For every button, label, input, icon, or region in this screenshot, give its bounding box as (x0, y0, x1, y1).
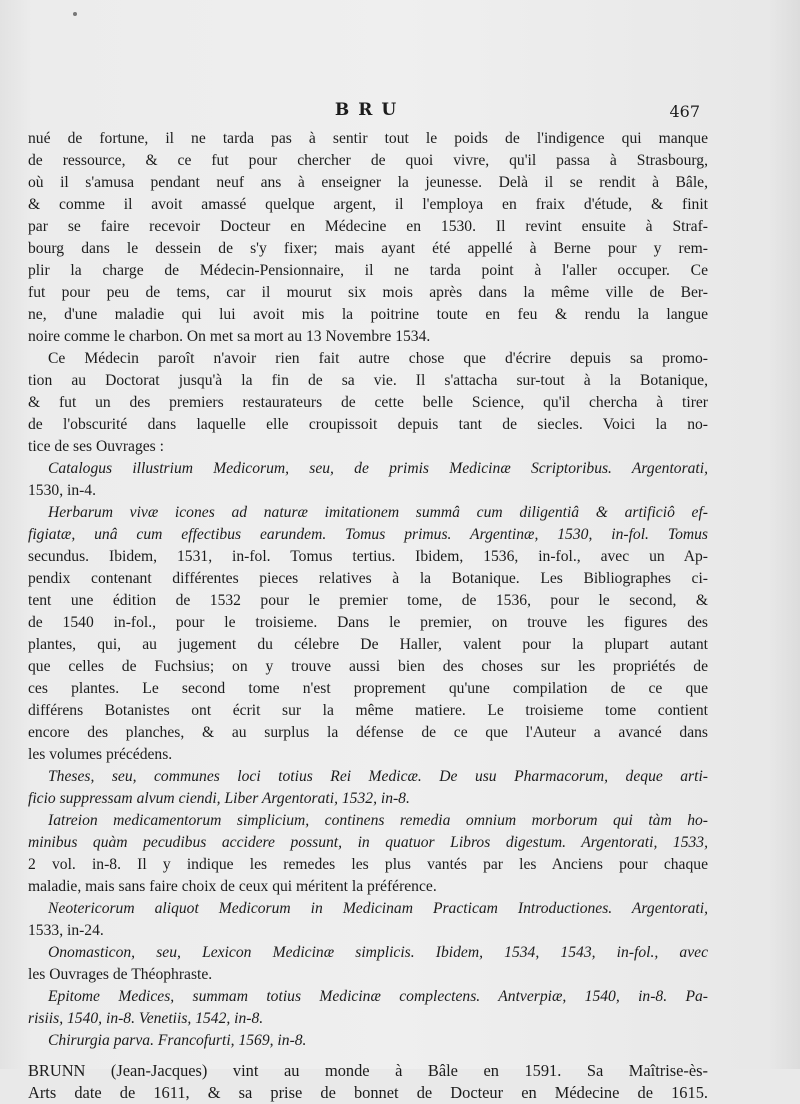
body-text (28, 128, 708, 1104)
ink-spot (73, 12, 77, 16)
text-line: ces plantes. Le second tome n'est proprement qu'une compilation de ce que (28, 680, 708, 697)
text-line: ficio suppressam alvum ciendi, Liber Argentorati, 1532, in-8. (28, 790, 410, 807)
text-line: risiis, 1540, in-8. Venetiis, 1542, in-8. (28, 1010, 264, 1027)
text-line: minibus quàm pecudibus accidere possunt, in quatuor Libros digestum. Argentorati, 1533, (28, 834, 708, 851)
text-line: ne, d'une maladie qui lui avoit mis la poitrine toute en feu & rendu la langue (28, 306, 708, 323)
entry-heading-brunn: BRUNN (Jean-Jacques) vint au monde à Bâle en 1591. Sa Maîtrise-ès- (28, 1061, 708, 1080)
text-line: bourg dans le dessein de s'y fixer; mais ayant été appellé à Berne pour y rem- (28, 240, 708, 257)
text-line: Arts date de 1611, & sa prise de bonnet de Docteur en Médecine de 1615. (28, 1083, 708, 1102)
text-line: les volumes précédens. (28, 746, 173, 763)
bibliography-entry: Chirurgia parva. Francofurti, 1569, in-8. (48, 1032, 307, 1049)
bibliography-entry: Epitome Medices, summam totius Medicinæ complectens. Antverpiæ, 1540, in-8. Pa- (48, 988, 708, 1005)
text-line: Ce Médecin paroît n'avoir rien fait autre chose que d'écrire depuis sa promo- (48, 350, 708, 367)
text-line: secundus. Ibidem, 1531, in-fol. Tomus tertius. Ibidem, 1536, in-fol., avec un Ap- (28, 548, 708, 565)
text-line: où il s'amusa pendant neuf ans à enseigner la jeunesse. Delà il se rendit à Bâle, (28, 174, 708, 191)
bibliography-entry: Neotericorum aliquot Medicorum in Medicinam Practicam Introductiones. Argentorati, (48, 900, 708, 917)
text-line: encore des planches, & au surplus la défense de ce que l'Auteur a avancé dans (28, 724, 708, 741)
text-line: de l'obscurité dans laquelle elle croupissoit depuis tant de siecles. Voici la no- (28, 416, 708, 433)
text-line: fut pour peu de tems, car il mourut six mois après dans la même ville de Ber- (28, 284, 708, 301)
running-head (0, 100, 800, 130)
text-line: différens Botanistes ont écrit sur la même matiere. Le troisieme tome contient (28, 702, 708, 719)
bibliography-entry: Theses, seu, communes loci totius Rei Medicæ. De usu Pharmacorum, deque arti- (48, 768, 708, 785)
running-head-title: BRU (334, 100, 406, 120)
text-line: noire comme le charbon. On met sa mort au 13 Novembre 1534. (28, 328, 431, 345)
text-line: & comme il avoit amassé quelque argent, il l'employa en fraix d'étude, & finit (28, 196, 708, 213)
bibliography-entry: Iatreion medicamentorum simplicium, continens remedia omnium morborum qui tàm ho- (48, 812, 708, 829)
text-line: figiatæ, unâ cum effectibus earundem. Tomus primus. Argentinæ, 1530, in-fol. Tomus (28, 526, 708, 543)
text-line: tion au Doctorat jusqu'à la fin de sa vie. Il s'attacha sur-tout à la Botanique, (28, 372, 708, 389)
text-line: de ressource, & ce fut pour chercher de quoi vivre, qu'il passa à Strasbourg, (28, 152, 708, 169)
text-line: nué de fortune, il ne tarda pas à sentir tout le poids de l'indigence qui manque (28, 130, 708, 147)
text-line: pendix contenant différentes pieces relatives à la Botanique. Les Bibliographes ci- (28, 570, 708, 587)
page-number: 467 (669, 102, 700, 121)
bibliography-entry: Herbarum vivæ icones ad naturæ imitationem summâ cum diligentiâ & artificiô ef- (48, 504, 708, 521)
text-line: tent une édition de 1532 pour le premier tome, de 1536, pour le second, & (28, 592, 708, 609)
text-line: tice de ses Ouvrages : (28, 438, 164, 455)
text-line: que celles de Fuchsius; on y trouve aussi bien des choses sur les propriétés de (28, 658, 708, 675)
text-line: les Ouvrages de Théophraste. (28, 966, 213, 983)
bibliography-entry: Catalogus illustrium Medicorum, seu, de primis Medicinæ Scriptoribus. Argentorati, (48, 460, 708, 477)
text-line: & fut un des premiers restaurateurs de cette belle Science, qu'il chercha à tirer (28, 394, 708, 411)
text-line: 1533, in-24. (28, 922, 104, 939)
text-line: maladie, mais sans faire choix de ceux qui méritent la préférence. (28, 878, 437, 895)
text-line: plir la charge de Médecin-Pensionnaire, il ne tarda point à l'aller occuper. Ce (28, 262, 708, 279)
text-line: 1530, in-4. (28, 482, 97, 499)
text-line: par se faire recevoir Docteur en Médecine en 1530. Il revint ensuite à Straf- (28, 218, 708, 235)
bibliography-entry: Onomasticon, seu, Lexicon Medicinæ simplicis. Ibidem, 1534, 1543, in-fol., avec (48, 944, 708, 961)
text-line: de 1540 in-fol., pour le troisieme. Dans le premier, on trouve les figures des (28, 614, 708, 631)
text-line: 2 vol. in-8. Il y indique les remedes les plus vantés par les Anciens pour chaque (28, 856, 708, 873)
text-line: plantes, qui, au jugement du célebre De Haller, valent pour la plupart autant (28, 636, 708, 653)
